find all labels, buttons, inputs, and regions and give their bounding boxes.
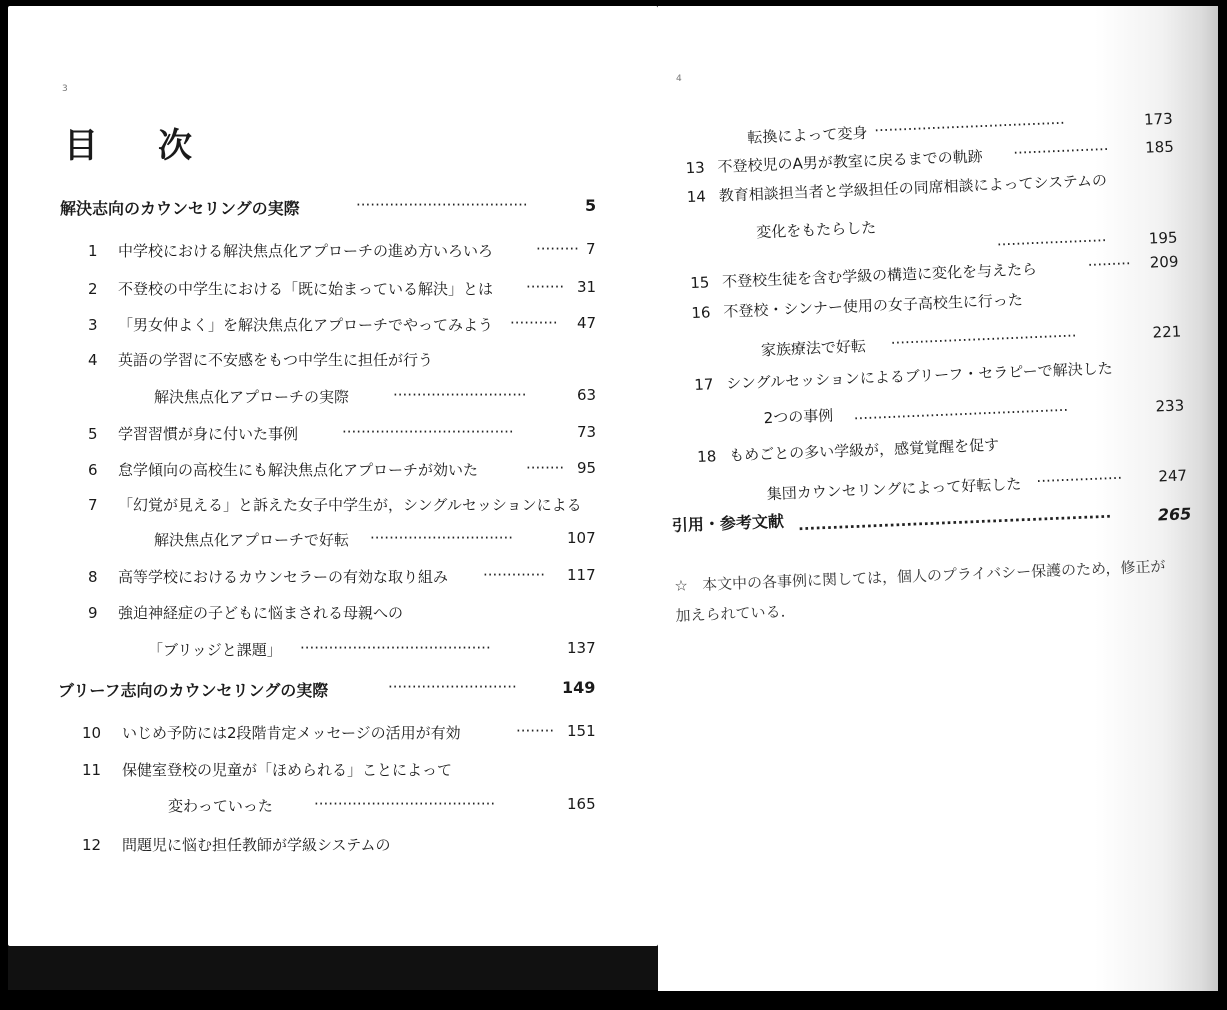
entry-page-number: 95 bbox=[577, 459, 597, 477]
entry-title: 「男女仲よく」を解決焦点化アプローチでやってみよう bbox=[118, 316, 494, 334]
leader-dots: ··························· bbox=[388, 678, 517, 696]
toc-entry bbox=[694, 357, 1113, 395]
entry-title-continued: 「ブリッジと課題」 bbox=[148, 641, 282, 659]
references-heading: 引用・参考文献 bbox=[671, 511, 785, 536]
entry-title-continued: 家族療法で好転 bbox=[760, 337, 867, 360]
leader-dots: ······································· bbox=[890, 326, 1077, 353]
entry-page-number: 137 bbox=[567, 639, 596, 657]
toc-entry bbox=[88, 278, 493, 299]
leader-dots: ········· bbox=[536, 240, 579, 258]
entry-title: 高等学校におけるカウンセラーの有効な取り組み bbox=[118, 568, 449, 586]
entry-number: 9 bbox=[88, 604, 98, 622]
entry-title: 学習習慣が身に付いた事例 bbox=[118, 425, 299, 443]
entry-title: シングルセッションによるブリーフ・セラピーで解決した bbox=[725, 359, 1114, 393]
toc-entry bbox=[88, 459, 478, 480]
toc-entry bbox=[691, 289, 1023, 323]
leader-dots: ········· bbox=[1087, 254, 1132, 275]
page-shadow bbox=[8, 946, 658, 990]
entry-page-number: 173 bbox=[1143, 109, 1174, 129]
leader-dots: ············································· bbox=[853, 401, 1069, 428]
entry-page-number: 47 bbox=[577, 314, 597, 332]
leader-dots: ········ bbox=[526, 278, 565, 296]
section-heading: ブリーフ志向のカウンセリングの実際 bbox=[58, 681, 329, 700]
entry-page-number: 221 bbox=[1152, 322, 1182, 342]
entry-title: 不登校児のA男が教室に戻るまでの軌跡 bbox=[717, 147, 984, 176]
leader-dots: ···················· bbox=[1012, 140, 1109, 163]
left-folio: 3 bbox=[62, 84, 68, 94]
entry-title-continued: 変わっていった bbox=[168, 797, 273, 815]
entry-page-number: 233 bbox=[1155, 396, 1185, 416]
toc-title-char-1: 目 bbox=[64, 126, 100, 166]
entry-title-continued: 変化をもたらした bbox=[755, 218, 877, 242]
entry-title: 「幻覚が見える」と訴えた女子中学生が，シングルセッションによる bbox=[118, 496, 582, 514]
toc-entry bbox=[88, 423, 298, 444]
entry-number: 6 bbox=[88, 461, 98, 479]
entry-title-continued: 2つの事例 bbox=[763, 406, 834, 428]
toc-entry bbox=[88, 349, 433, 370]
entry-title: 怠学傾向の高校生にも解決焦点化アプローチが効いた bbox=[118, 461, 479, 479]
entry-number: 12 bbox=[82, 836, 102, 854]
toc-entry bbox=[82, 759, 452, 780]
right-page bbox=[658, 6, 1218, 991]
entry-number: 1 bbox=[88, 242, 98, 260]
entry-number: 3 bbox=[88, 316, 98, 334]
star-icon: ☆ bbox=[674, 576, 689, 595]
entry-page-number: 247 bbox=[1158, 466, 1188, 486]
right-toc bbox=[658, 6, 1218, 991]
footnote bbox=[674, 555, 1166, 596]
toc-entry bbox=[88, 566, 448, 587]
entry-page-number: 151 bbox=[567, 722, 596, 740]
toc-entry bbox=[697, 434, 1000, 467]
entry-page-number: 73 bbox=[577, 423, 597, 441]
entry-number: 16 bbox=[691, 303, 711, 323]
toc-title-char-2: 次 bbox=[158, 126, 194, 166]
entry-number: 14 bbox=[686, 187, 707, 207]
leader-dots: ···························· bbox=[393, 386, 527, 404]
leader-dots: ········ bbox=[526, 459, 565, 477]
section-page-number: 5 bbox=[585, 196, 597, 215]
section-page-number: 149 bbox=[562, 678, 596, 697]
entry-number: 13 bbox=[685, 158, 706, 178]
leader-dots: ···································· bbox=[356, 196, 528, 214]
entry-title: 英語の学習に不安感をもつ中学生に担任が行う bbox=[118, 351, 434, 369]
entry-page-number: 195 bbox=[1148, 228, 1178, 248]
entry-title-continued: 転換によって変身 bbox=[747, 123, 868, 147]
toc-entry bbox=[88, 240, 493, 261]
leader-dots: ······················································· bbox=[797, 507, 1112, 538]
toc-entry bbox=[82, 722, 461, 743]
entry-page-number: 7 bbox=[586, 240, 596, 258]
footnote-line-1: 本文中の各事例に関しては，個人のプライバシー保護のため，修正が bbox=[701, 557, 1166, 594]
entry-number: 2 bbox=[88, 280, 98, 298]
entry-number: 7 bbox=[88, 496, 98, 514]
entry-page-number: 165 bbox=[567, 795, 596, 813]
leader-dots: ············· bbox=[483, 566, 545, 584]
entry-title: もめごとの多い学級が，感覚覚醒を促す bbox=[728, 435, 1000, 465]
toc-entry bbox=[690, 258, 1038, 293]
toc-entry bbox=[88, 494, 582, 515]
entry-page-number: 107 bbox=[567, 529, 596, 547]
toc-entry bbox=[82, 834, 391, 855]
entry-number: 11 bbox=[82, 761, 102, 779]
entry-number: 8 bbox=[88, 568, 98, 586]
leader-dots: ···································· bbox=[342, 423, 514, 441]
toc-entry bbox=[88, 602, 403, 623]
entry-page-number: 63 bbox=[577, 386, 597, 404]
leader-dots: ········ bbox=[516, 722, 555, 740]
entry-title-continued: 解決焦点化アプローチの実際 bbox=[154, 388, 350, 406]
entry-title: 強迫神経症の子どもに悩まされる母親への bbox=[118, 604, 404, 622]
entry-number: 5 bbox=[88, 425, 98, 443]
entry-title: いじめ予防には2段階肯定メッセージの活用が有効 bbox=[122, 724, 461, 742]
entry-number: 4 bbox=[88, 351, 98, 369]
left-page bbox=[8, 6, 658, 946]
entry-title: 問題児に悩む担任教師が学級システムの bbox=[122, 836, 391, 854]
entry-title: 不登校生徒を含む学級の構造に変化を与えたら bbox=[721, 260, 1038, 291]
entry-number: 10 bbox=[82, 724, 102, 742]
leader-dots: ········································ bbox=[300, 639, 491, 657]
entry-page-number: 209 bbox=[1149, 252, 1179, 272]
entry-number: 15 bbox=[689, 273, 710, 293]
entry-title: 不登校・シンナー使用の女子高校生に行った bbox=[723, 290, 1024, 321]
leader-dots: ······················· bbox=[996, 231, 1107, 254]
entry-page-number: 185 bbox=[1144, 137, 1175, 157]
toc-entry bbox=[685, 145, 983, 178]
footnote-line-2: 加えられている． bbox=[675, 602, 796, 625]
entry-title: 不登校の中学生における「既に始まっている解決」とは bbox=[118, 280, 494, 298]
references-page-number: 265 bbox=[1157, 504, 1192, 525]
toc-entry bbox=[88, 314, 493, 335]
leader-dots: ········································ bbox=[873, 113, 1066, 140]
entry-number: 18 bbox=[696, 447, 717, 466]
leader-dots: ······························ bbox=[370, 529, 514, 547]
right-folio: 4 bbox=[676, 74, 682, 84]
entry-title: 中学校における解決焦点化アプローチの進め方いろいろ bbox=[118, 242, 494, 260]
section-heading: 解決志向のカウンセリングの実際 bbox=[60, 199, 300, 218]
entry-page-number: 31 bbox=[577, 278, 597, 296]
entry-title-continued: 集団カウンセリングによって好転した bbox=[766, 474, 1022, 504]
entry-title: 教育相談担当者と学級担任の同席相談によってシステムの bbox=[718, 171, 1108, 205]
leader-dots: ·················· bbox=[1036, 468, 1123, 491]
entry-title: 保健室登校の児童が「ほめられる」ことによって bbox=[122, 761, 453, 779]
entry-number: 17 bbox=[693, 375, 714, 395]
entry-page-number: 117 bbox=[567, 566, 596, 584]
entry-title-continued: 解決焦点化アプローチで好転 bbox=[154, 531, 350, 549]
leader-dots: ······································ bbox=[314, 795, 496, 813]
leader-dots: ·········· bbox=[510, 314, 558, 332]
